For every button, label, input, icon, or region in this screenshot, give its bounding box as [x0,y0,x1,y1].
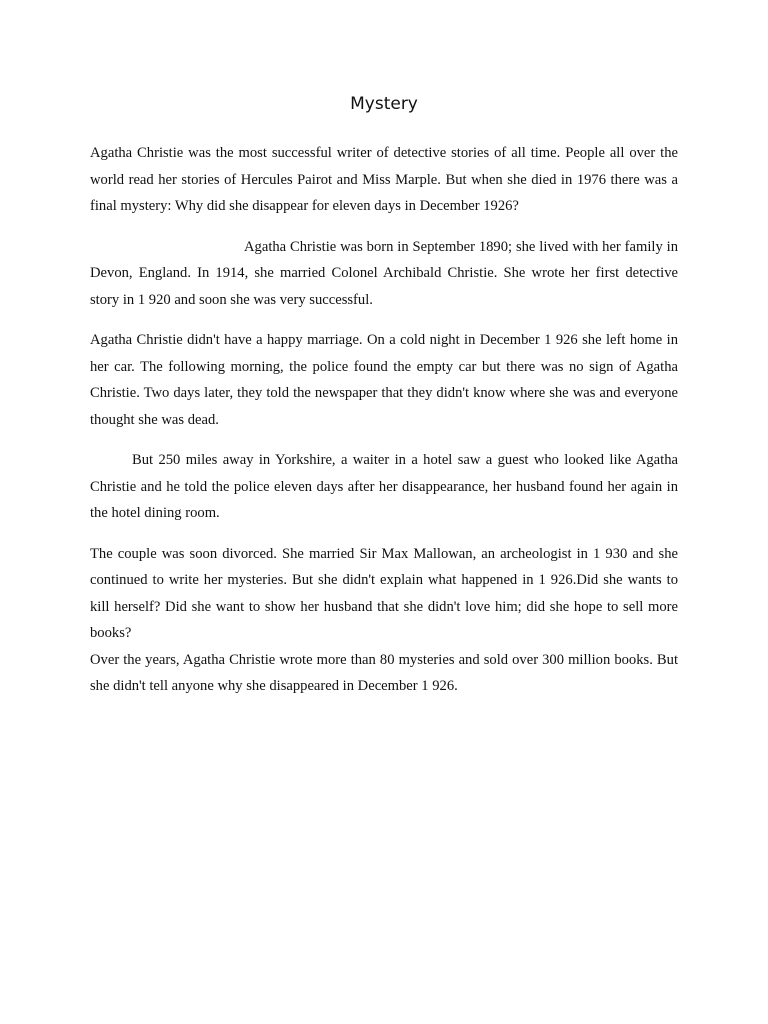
document-body [90,140,678,700]
paragraph-divorce: The couple was soon divorced. She married Sir Max Mallowan, an archeologist in 1 930 and she continued to write her mysteries. But she didn't explain what happened in 1 926.Did she wants to kill herself? Did she want to show her husband that she didn't love him; did she hope to sell more books? [90,545,678,641]
paragraph-disappearance: Agatha Christie didn't have a happy marriage. On a cold night in December 1 926 she left home in her car. The following morning, the police found the empty car but there was no sign of Agatha Christie. Two days later, they told the newspaper that they didn't know where she was and everyone thought she was dead. [90,332,678,428]
page-title: Mystery [350,94,418,114]
paragraph-intro: Agatha Christie was the most successful writer of detective stories of all time. People all over the world read her stories of Hercules Pairot and Miss Marple. But when she died in 1976 there was a final mystery: Why did she disappear for eleven days in December 1926? [90,145,678,214]
paragraph-yorkshire: But 250 miles away in Yorkshire, a waiter in a hotel saw a guest who looked like Agatha Christie and he told the police eleven days after her disappearance, her husband found her again in the hotel dining room. [90,452,678,521]
paragraph-biography: Agatha Christie was born in September 1890; she lived with her family in Devon, England. In 1914, she married Colonel Archibald Christie. She wrote her first detective story in 1 920 and soon she was very successful. [90,238,678,308]
paragraph-conclusion: Over the years, Agatha Christie wrote more than 80 mysteries and sold over 300 million books. But she didn't tell anyone why she disappeared in December 1 926. [90,651,678,694]
